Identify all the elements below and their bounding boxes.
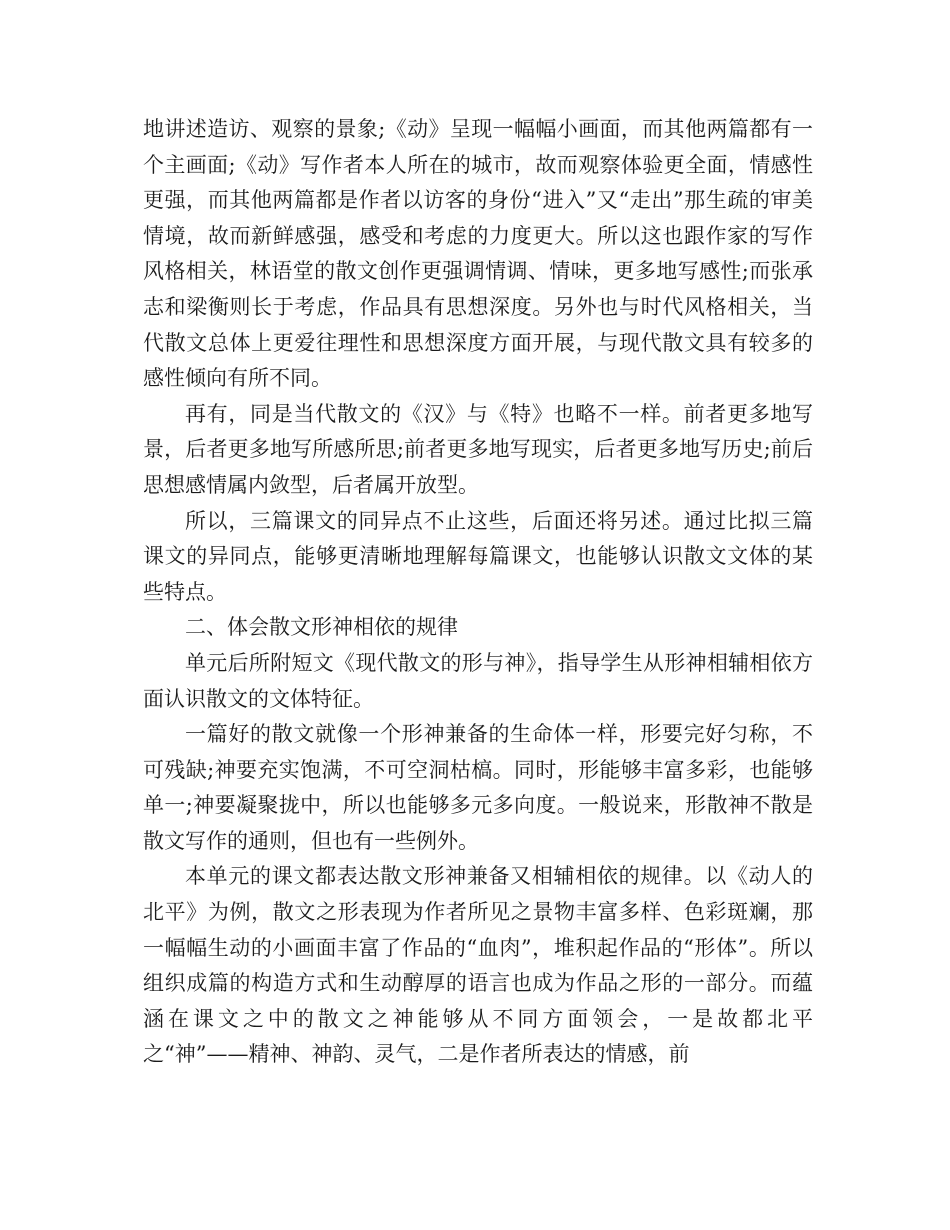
section-heading: 二、体会散文形神相依的规律 [185,615,458,640]
paragraph-continued: 地讲述造访、观察的景象;《动》呈现一幅幅小画面，而其他两篇都有一个主画面;《动》写作者本人所在的城市，故而观察体验更全面，情感性更强，而其他两篇都是作者以访客的身份“进入”又“走出”那生疏的审美情境，故而新鲜感强，感受和考虑的力度更大。所以这也跟作家的写作风格相关，林语堂的散文创作更强调情调、情味，更多地写感性;而张承志和梁衡则长于考虑，作品具有思想深度。另外也与时代风格相关，当代散文总体上更爱往理性和思想深度方面开展，与现代散文具有较多的感性倾向有所不同。 [143,117,813,391]
paragraph-han-te-comparison: 再有，同是当代散文的《汉》与《特》也略不一样。前者更多地写景，后者更多地写所感所思;前者更多地写现实，后者更多地写历史;前后思想感情属内敛型，后者属开放型。 [143,401,813,497]
paragraph-form-spirit: 一篇好的散文就像一个形神兼备的生命体一样，形要完好匀称，不可残缺;神要充实饱满，不可空洞枯槁。同时，形能够丰富多彩，也能够单一;神要凝聚拢中，所以也能够多元多向度。一般说来，形散神不散是散文写作的通则，但也有一些例外。 [143,722,813,853]
paragraph-summary: 所以，三篇课文的同异点不止这些，后面还将另述。通过比拟三篇课文的异同点，能够更清晰地理解每篇课文，也能够认识散文文体的某些特点。 [143,508,813,604]
document-page [143,112,813,1073]
paragraph-unit-essay: 单元后所附短文《现代散文的形与神》，指导学生从形神相辅相依方面认识散文的文体特征。 [143,650,813,711]
paragraph-beiping-example: 本单元的课文都表达散文形神兼备又相辅相依的规律。以《动人的北平》为例，散文之形表现为作者所见之景物丰富多样、色彩斑斓，那一幅幅生动的小画面丰富了作品的“血肉”，堆积起作品的“形体”。所以组织成篇的构造方式和生动醇厚的语言也成为作品之形的一部分。而蕴涵在课文之中的散文之神能够从不同方面领会，一是故都北平之“神”——精神、神韵、灵气，二是作者所表达的情感，前 [143,864,813,1067]
